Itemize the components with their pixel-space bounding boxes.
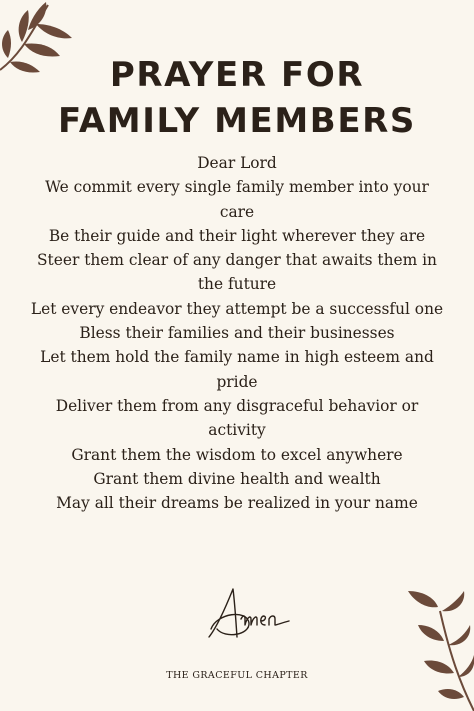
prayer-line: May all their dreams be realized in your name [56, 494, 418, 513]
prayer-line: Steer them clear of any danger that awaits them in the future [37, 251, 437, 294]
leaf-branch-bottom-icon [404, 591, 474, 711]
footer-brand: THE GRACEFUL CHAPTER [166, 670, 308, 681]
prayer-line: Grant them the wisdom to excel anywhere [71, 445, 403, 464]
prayer-line: Grant them divine health and wealth [93, 469, 381, 488]
prayer-line: Let them hold the family name in high esteem and pride [40, 348, 434, 391]
page-title-line-1: PRAYER FOR [109, 55, 365, 95]
page-title-line-2: FAMILY MEMBERS [57, 101, 417, 141]
amen-script-icon [203, 583, 293, 643]
prayer-line: Be their guide and their light wherever they are [48, 226, 426, 245]
prayer-line: Bless their families and their businesses [79, 324, 395, 343]
prayer-line: Dear Lord [197, 154, 277, 172]
prayer-line: Let every endeavor they attempt be a successful one [30, 299, 444, 318]
prayer-line: We commit every single family member into your care [45, 178, 429, 221]
prayer-line: Deliver them from any disgraceful behavior or activity [55, 396, 419, 440]
prayer-text [30, 151, 444, 515]
